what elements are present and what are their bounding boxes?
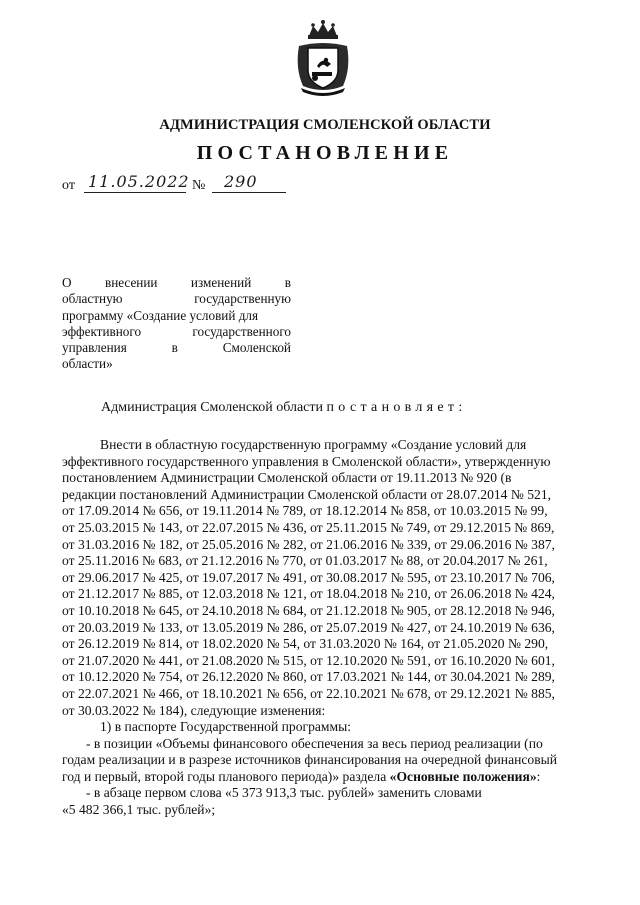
- number-underline: [212, 192, 286, 193]
- body-line-text: год и первый, второй годы планового периода)» раздела: [62, 768, 387, 784]
- number-label: №: [192, 178, 206, 193]
- coat-of-arms-emblem: [293, 20, 353, 96]
- from-label: от: [62, 178, 75, 193]
- word: О: [62, 275, 72, 290]
- word: государственную: [194, 291, 291, 307]
- body-text: [62, 437, 616, 819]
- subject-block: [62, 275, 291, 373]
- body-line: редакции постановлений Администрации Смоленской области от 28.07.2014 № 521,: [62, 486, 552, 502]
- preamble-decree-word: постановляет:: [326, 400, 467, 415]
- body-line: от 20.03.2019 № 133, от 13.05.2019 № 286, от 25.07.2019 № 427, от 24.10.2019 № 636,: [62, 619, 555, 635]
- body-line: от 21.12.2017 № 885, от 12.03.2018 № 121, от 18.04.2018 № 210, от 26.06.2018 № 424,: [62, 586, 555, 602]
- body-line: - в абзаце первом слова «5 373 913,3 тыс. рублей» заменить словами: [86, 785, 482, 801]
- word: государственного: [192, 323, 291, 339]
- preamble-text: Администрация Смоленской области: [101, 400, 324, 415]
- word: Смоленской: [222, 340, 291, 356]
- body-line: [62, 769, 616, 786]
- document-type-title: ПОСТАНОВЛЕНИЕ: [196, 142, 454, 164]
- body-line: от 31.03.2016 № 182, от 25.05.2016 № 282, от 21.06.2016 № 339, от 29.06.2016 № 387,: [62, 536, 555, 552]
- body-line: от 30.03.2022 № 184), следующие изменения:: [62, 702, 326, 718]
- subject-line: [62, 356, 291, 372]
- subject-line: [62, 324, 291, 340]
- subject-line: [62, 308, 291, 324]
- body-line: от 17.09.2014 № 656, от 19.11.2014 № 789, от 18.12.2014 № 858, от 10.03.2015 № 99,: [62, 503, 548, 519]
- body-line: от 25.03.2015 № 143, от 22.07.2015 № 436, от 25.11.2015 № 749, от 29.12.2015 № 869,: [62, 519, 555, 535]
- body-line: от 10.12.2020 № 754, от 26.12.2020 № 860, от 17.03.2021 № 144, от 30.04.2021 № 289,: [62, 669, 555, 685]
- organization-title: АДМИНИСТРАЦИЯ СМОЛЕНСКОЙ ОБЛАСТИ: [159, 117, 491, 133]
- word: изменений: [190, 275, 252, 290]
- word: области»: [62, 356, 113, 372]
- subject-line: [62, 275, 291, 291]
- handwritten-date: 11.05.2022: [88, 172, 190, 191]
- body-line: от 21.07.2020 № 441, от 21.08.2020 № 515, от 12.10.2020 № 591, от 16.10.2020 № 601,: [62, 652, 555, 668]
- body-line: от 29.06.2017 № 425, от 19.07.2017 № 491, от 30.08.2017 № 595, от 23.10.2017 № 706,: [62, 569, 555, 585]
- subject-line: [62, 340, 291, 356]
- word: программу «Создание условий для: [62, 307, 259, 323]
- body-line: от 22.07.2021 № 466, от 18.10.2021 № 656, от 22.10.2021 № 678, от 29.12.2021 № 885,: [62, 685, 555, 701]
- word: в: [171, 340, 178, 356]
- body-line: от 10.10.2018 № 645, от 24.10.2018 № 684, от 21.12.2018 № 905, от 28.12.2018 № 946,: [62, 602, 555, 618]
- body-line: «5 482 366,1 тыс. рублей»;: [62, 802, 216, 818]
- word: в: [284, 275, 291, 290]
- section-suffix: :: [536, 768, 541, 784]
- body-line: годам реализации и в разрезе источников финансирования на очередной финансовый: [62, 752, 558, 768]
- word: эффективного: [62, 323, 142, 339]
- body-line: Внести в областную государственную программу «Создание условий для: [100, 437, 527, 452]
- section-title: «Основные положения»: [389, 768, 537, 784]
- body-line: эффективного государственного управления в Смоленской области», утвержденную: [62, 453, 551, 469]
- body-line: - в позиции «Объемы финансового обеспечения за весь период реализации (по: [86, 735, 543, 751]
- body-line: постановлением Администрации Смоленской области от 19.11.2013 № 920 (в: [62, 470, 512, 486]
- body-line: 1) в паспорте Государственной программы:: [100, 719, 352, 735]
- word: областную: [62, 291, 123, 307]
- body-line: от 26.12.2019 № 814, от 18.02.2020 № 54, от 31.03.2020 № 164, от 21.05.2020 № 290,: [62, 636, 549, 652]
- word: управления: [62, 340, 127, 356]
- subject-line: [62, 291, 291, 307]
- preamble: [101, 400, 467, 416]
- handwritten-number: 290: [224, 172, 258, 191]
- body-line: от 25.11.2016 № 683, от 21.12.2016 № 770, от 01.03.2017 № 88, от 20.04.2017 № 261,: [62, 553, 548, 569]
- date-underline: [84, 192, 186, 193]
- word: внесении: [104, 275, 158, 290]
